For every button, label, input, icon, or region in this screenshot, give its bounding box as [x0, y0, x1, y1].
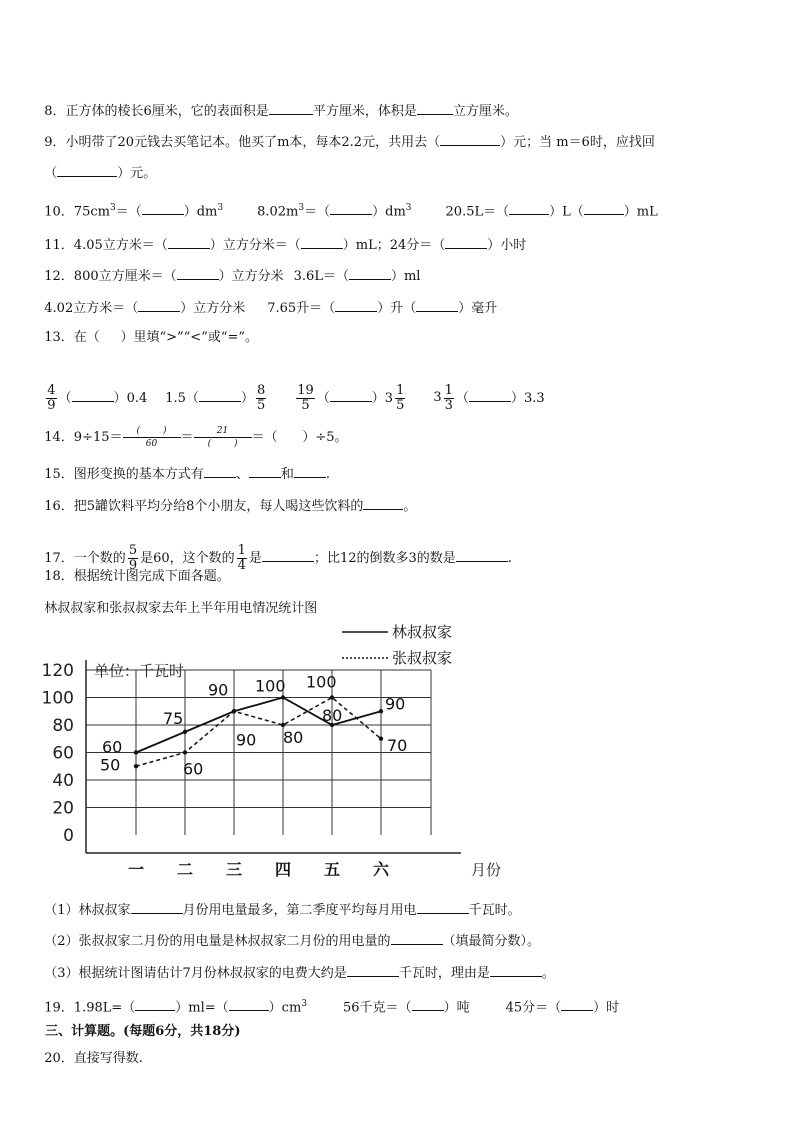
q17-f1-num: 5: [128, 543, 138, 558]
q19-text-e: ）吨: [443, 1000, 470, 1016]
question-18: [36, 550, 230, 586]
q13-f1-den: 9: [47, 397, 56, 413]
q8-blank-2[interactable]: [417, 102, 453, 115]
q17-blank-1[interactable]: [262, 549, 314, 562]
data-point: [379, 737, 383, 741]
q19-text-c: ）cm: [268, 1000, 302, 1016]
q10-text-c: ）dm: [183, 204, 218, 220]
q9-blank-2[interactable]: [57, 164, 117, 177]
data-label: 75: [163, 708, 184, 728]
q18-text: 18．根据统计图完成下面各题。: [44, 569, 230, 584]
q13-mixed-5: [433, 378, 456, 419]
q15-text-b: 、: [235, 467, 249, 482]
q9-text-b: ）元；当 m＝6时，应找回: [500, 135, 655, 150]
q16-text-a: 16．把5罐饮料平均分给8个小朋友，每人喝这些饮料的: [44, 499, 364, 514]
q13-f1-num: 4: [47, 382, 56, 398]
data-label: 70: [387, 735, 408, 755]
sub2-blank-1[interactable]: [391, 932, 443, 945]
q10-text-i: ）mL: [623, 204, 658, 220]
q10-text-f: ）dm: [372, 204, 406, 220]
q19-text-f: 45分＝（: [505, 1000, 562, 1016]
data-label: 80: [322, 706, 343, 725]
q19-blank-4[interactable]: [561, 998, 593, 1011]
q15-text-c: 和: [280, 467, 294, 482]
q8-text-a: 8．正方体的棱长6厘米，它的表面积是: [44, 104, 269, 119]
q12-text-d: ）ml: [390, 269, 421, 284]
q13-m5-frac: [444, 384, 454, 413]
q11-blank-3[interactable]: [445, 236, 487, 249]
data-point: [134, 750, 138, 754]
q17-text-e: .: [507, 551, 512, 566]
data-label: 100: [255, 676, 286, 696]
data-point: [281, 695, 285, 699]
q19-sup: 3: [301, 999, 308, 1009]
x-tick-label: 四: [274, 860, 292, 879]
q10-text-g: 20.5L＝（: [445, 204, 510, 220]
q8-text-c: 立方厘米。: [452, 104, 518, 119]
q17-blank-2[interactable]: [456, 549, 508, 562]
q10-blank-3[interactable]: [509, 202, 549, 215]
data-label: 60: [183, 759, 204, 779]
q8-blank-1[interactable]: [269, 102, 313, 115]
q19-text-d: 56千克＝（: [343, 1000, 412, 1016]
x-axis-label: 月份: [471, 861, 502, 879]
sub2-text-b: （填最简分数）。: [442, 934, 541, 949]
data-label: 80: [283, 728, 304, 747]
line-chart: [36, 620, 502, 879]
unit-label: 单位：千瓦时: [94, 662, 185, 680]
data-label: 90: [385, 694, 406, 714]
q13-m5-num: 1: [444, 382, 453, 398]
q13-paren-2-close: ）: [240, 390, 254, 406]
y-tick-label: 20: [52, 798, 74, 819]
q13-paren-3-open: （: [316, 390, 330, 406]
q13-f4-den: 5: [396, 397, 405, 413]
q12-blank-2[interactable]: [349, 267, 391, 280]
q13-paren-1-close: ）0.4: [113, 390, 148, 406]
q13-blank-5[interactable]: [469, 389, 511, 402]
q12b-blank-3[interactable]: [416, 299, 458, 312]
q14-f1-den: 60: [145, 439, 158, 449]
q9-text-a: 9．小明带了20元钱去买笔记本。他买了m本，每本2.2元，共用去（: [44, 135, 441, 150]
q9-text-c: （: [44, 166, 58, 181]
q14-f1-num: ( ): [123, 425, 181, 438]
data-label: 100: [306, 672, 337, 692]
q13-m5-den: 3: [444, 397, 453, 413]
q10-text-h: ）L（: [549, 204, 584, 220]
sub1-text-a: （1）林叔叔家: [44, 903, 131, 918]
q14-f2-num: 21: [194, 425, 252, 438]
data-point: [183, 750, 187, 754]
q13-paren-3-close: ）3: [371, 390, 394, 406]
q12b-text-e: ）毫升: [458, 301, 498, 316]
q13-f2-num: 8: [256, 382, 266, 398]
q17-text-c: 是: [248, 551, 262, 566]
q9-text-d: ）元。: [117, 166, 157, 181]
q12b-text-d: ）升（: [377, 301, 417, 316]
q10-sup-4: 3: [405, 203, 412, 213]
x-tick-label: 二: [176, 860, 194, 879]
sub3-blank-2[interactable]: [490, 964, 542, 977]
q13-f3-num: 19: [297, 382, 314, 398]
q14-text-a: 14．9÷15＝: [44, 430, 123, 445]
q10-blank-1[interactable]: [142, 202, 184, 215]
data-label: 90: [236, 730, 257, 750]
q11-text-a: 11．4.05立方米＝（: [44, 238, 168, 253]
series-line-1: [136, 698, 381, 767]
q13-paren-5-open: （: [455, 390, 469, 406]
q19-text-a: 19．1.98L=（: [44, 1000, 136, 1016]
chart-title: [36, 582, 317, 618]
legend-label-0: 林叔叔家: [392, 623, 453, 641]
q19-text-g: ）时: [593, 1000, 620, 1016]
sub2-text-a: （2）张叔叔家二月份的用电量是林叔叔家二月份的用电量的: [44, 934, 391, 949]
q19-blank-3[interactable]: [412, 998, 444, 1011]
question-9-line-2: [36, 146, 156, 183]
q10-text-b: ＝（: [115, 204, 142, 220]
q16-text-b: 。: [403, 499, 417, 514]
q13-paren-1-open: （: [58, 390, 72, 406]
y-tick-label: 60: [52, 743, 74, 764]
q12-text-a: 12．800立方厘米＝（: [44, 269, 177, 284]
q15-text-a: 15．图形变换的基本方式有: [44, 467, 204, 482]
data-point: [232, 709, 236, 713]
q15-blank-3[interactable]: [294, 465, 326, 478]
q12b-blank-2[interactable]: [335, 299, 377, 312]
q13-title: 13．在（ ）里填“>”“<”或“=”。: [44, 330, 259, 345]
q10-blank-2[interactable]: [330, 202, 372, 215]
q10-sup-3: 3: [298, 203, 305, 213]
x-tick-label: 一: [127, 860, 145, 879]
q17-text-d: ；比12的倒数多3的数是: [313, 551, 456, 566]
data-point: [330, 695, 334, 699]
sub3-text-b: 千瓦时，理由是: [398, 966, 490, 981]
data-label: 50: [100, 755, 121, 775]
q10-text-a: 10．75cm: [44, 204, 110, 220]
sub1-blank-2[interactable]: [417, 901, 469, 914]
q11-blank-1[interactable]: [168, 236, 210, 249]
q13-f2-den: 5: [256, 397, 266, 413]
chart-title-text: 林叔叔家和张叔叔家去年上半年用电情况统计图: [44, 601, 318, 616]
q9-blank-1[interactable]: [440, 133, 500, 146]
q10-sup-1: 3: [109, 203, 116, 213]
data-point: [183, 730, 187, 734]
q17-f2-den: 4: [237, 558, 246, 573]
sub3-blank-1[interactable]: [347, 964, 399, 977]
q13-m5-whole: 3: [433, 390, 442, 405]
q17-text-a: 17．一个数的: [44, 551, 126, 566]
q12-blank-1[interactable]: [177, 267, 219, 280]
data-point: [379, 709, 383, 713]
q12-text-b: ）立方分米: [218, 269, 284, 284]
q10-blank-4[interactable]: [584, 202, 624, 215]
data-point: [281, 723, 285, 727]
q12b-text-a: 4.02立方米＝（: [44, 301, 139, 316]
q17-f1-den: 9: [128, 558, 138, 573]
q19-text-b: ）ml=（: [175, 1000, 229, 1016]
q17-f2-num: 1: [237, 543, 246, 558]
q20-text: 20．直接写得数.: [44, 1051, 143, 1066]
q11-text-b: ）立方分米＝（: [209, 238, 301, 253]
legend-label-1: 张叔叔家: [392, 649, 453, 667]
q13-f4-num: 1: [396, 382, 405, 398]
q15-blank-1[interactable]: [204, 465, 236, 478]
q11-blank-2[interactable]: [301, 236, 343, 249]
q13-text-2: 1.5（: [165, 390, 199, 406]
q10-text-d: 8.02m: [257, 204, 299, 220]
sub3-text-a: （3）根据统计图请估计7月份林叔叔家的电费大约是: [44, 966, 347, 981]
q13-fraction-4: [395, 384, 405, 413]
q11-text-c: ）mL；24分＝（: [342, 238, 446, 253]
q10-sup-2: 3: [217, 203, 224, 213]
sub1-blank-1[interactable]: [131, 901, 183, 914]
q13-f3-den: 5: [301, 397, 310, 413]
q15-text-d: .: [325, 467, 330, 482]
q14-f2-den: ( ): [207, 439, 238, 449]
q12-text-c: 3.6L＝（: [293, 269, 349, 284]
q14-eq: ＝: [180, 430, 194, 445]
q12b-text-b: ）立方分米: [180, 301, 246, 316]
sub1-text-b: 月份用电量最多，第二季度平均每月用电: [182, 903, 417, 918]
data-point: [134, 764, 138, 768]
x-tick-label: 五: [323, 860, 341, 879]
x-tick-label: 六: [372, 860, 390, 879]
q17-fraction-2: [237, 544, 247, 573]
x-tick-label: 三: [225, 860, 243, 879]
question-10: [36, 181, 658, 221]
q17-text-b: 是60，这个数的: [140, 551, 235, 566]
sub1-text-c: 千瓦时。: [468, 903, 521, 918]
question-20: [36, 1032, 143, 1068]
q11-text-d: ）小时: [487, 238, 527, 253]
sub3-text-c: 。: [541, 966, 555, 981]
q12b-text-c: 7.65升＝（: [267, 301, 336, 316]
data-label: 90: [208, 680, 229, 700]
q10-text-e: ＝（: [304, 204, 331, 220]
q14-text-b: ＝（ ）÷5。: [251, 430, 348, 445]
y-tick-label: 40: [52, 771, 74, 791]
section-3-text: 三、计算题。(每题6分，共18分): [45, 1024, 241, 1039]
q8-text-b: 平方厘米，体积是: [312, 104, 417, 119]
data-label: 60: [102, 737, 123, 757]
y-tick-label: 80: [52, 716, 74, 736]
y-tick-label: 120: [41, 661, 74, 681]
q15-blank-2[interactable]: [249, 465, 281, 478]
y-tick-label: 0: [63, 826, 74, 846]
q13-paren-5-close: ）3.3: [510, 390, 545, 406]
y-tick-label: 100: [41, 688, 74, 709]
